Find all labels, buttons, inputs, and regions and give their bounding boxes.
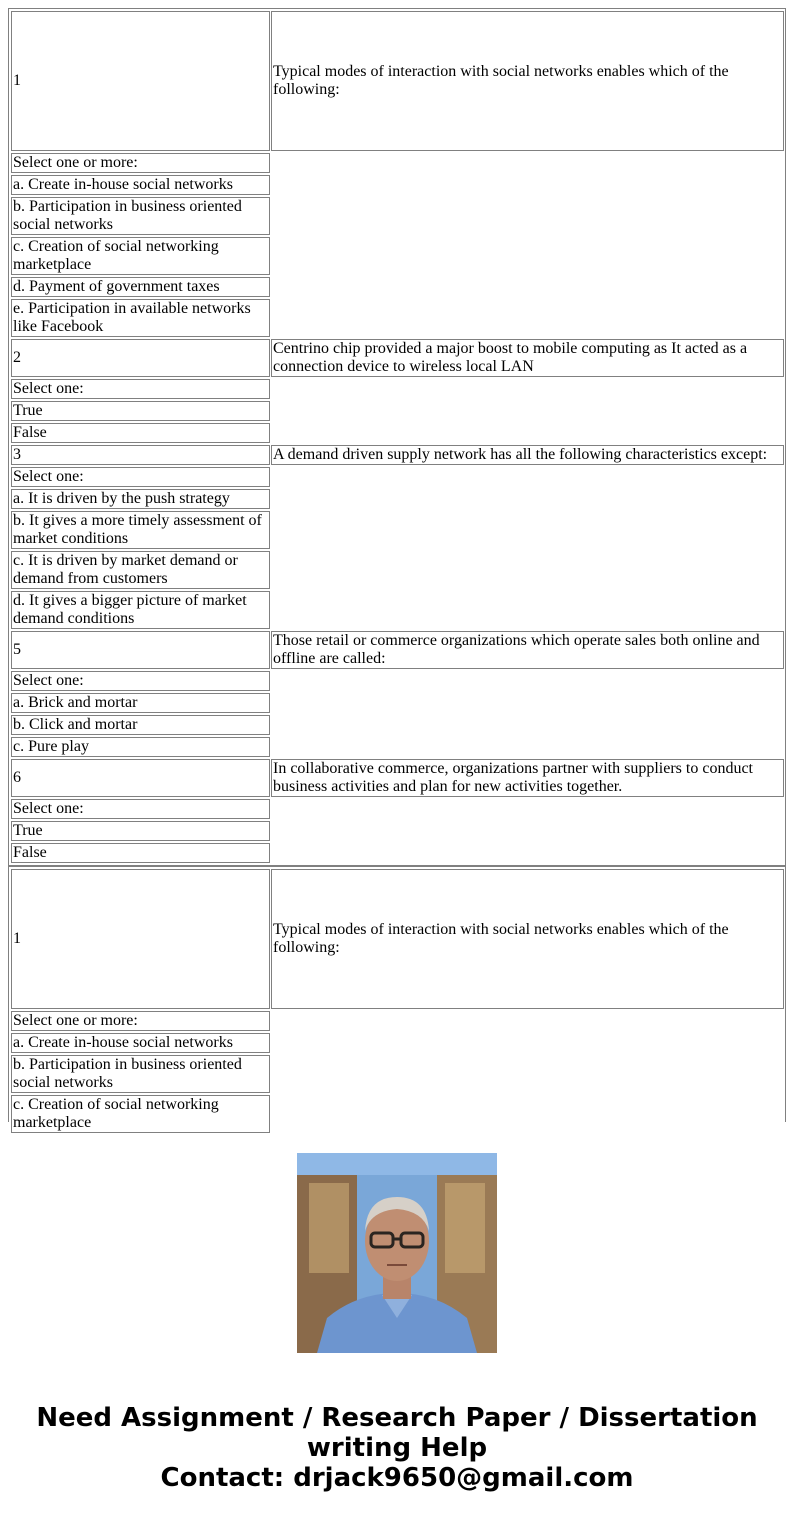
answer-option[interactable]: a. Brick and mortar [11,693,270,713]
portrait-illustration [297,1153,497,1353]
answer-option[interactable]: b. Participation in business oriented social networks [11,197,270,235]
answer-option[interactable]: c. Pure play [11,737,270,757]
question-text: Centrino chip provided a major boost to mobile computing as It acted as a connection device to wireless local LAN [271,339,784,377]
question-prompt: Select one or more: [11,1011,270,1031]
answer-option[interactable]: b. It gives a more timely assessment of market conditions [11,511,270,549]
promo-line: writing Help [306,1433,488,1463]
question-sheet-repeat [8,866,786,1131]
question-number: 6 [11,759,270,797]
promo-line: Need Assignment / Research Paper / Dissertation [36,1403,758,1433]
question-prompt: Select one or more: [11,153,270,173]
answer-option[interactable]: a. It is driven by the push strategy [11,489,270,509]
promo-contact: Contact: drjack9650@gmail.com [160,1463,634,1493]
answer-option[interactable]: d. It gives a bigger picture of market demand conditions [11,591,270,629]
question-text: Typical modes of interaction with social networks enables which of the following: [271,11,784,151]
question-text: Those retail or commerce organizations which operate sales both online and offline are called: [271,631,784,669]
answer-option[interactable]: True [11,401,270,421]
promo-banner [0,1403,794,1493]
answer-option[interactable]: d. Payment of government taxes [11,277,270,297]
answer-option[interactable]: e. Participation in available networks like Facebook [11,299,270,337]
answer-option[interactable]: b. Participation in business oriented social networks [11,1055,270,1093]
question-prompt: Select one: [11,799,270,819]
answer-option[interactable]: True [11,821,270,841]
question-number: 1 [11,869,270,1009]
profile-photo [297,1153,497,1353]
question-text: A demand driven supply network has all the following characteristics except: [271,445,784,465]
answer-option[interactable]: c. Creation of social networking marketplace [11,237,270,275]
answer-option[interactable]: a. Create in-house social networks [11,1033,270,1053]
question-number: 3 [11,445,270,465]
question-prompt: Select one: [11,467,270,487]
question-prompt: Select one: [11,671,270,691]
question-prompt: Select one: [11,379,270,399]
question-sheet [8,8,786,866]
answer-option[interactable]: c. It is driven by market demand or demand from customers [11,551,270,589]
question-number: 2 [11,339,270,377]
answer-option[interactable]: a. Create in-house social networks [11,175,270,195]
answer-option[interactable]: False [11,423,270,443]
question-number: 5 [11,631,270,669]
question-text: Typical modes of interaction with social networks enables which of the following: [271,869,784,1009]
answer-option[interactable]: b. Click and mortar [11,715,270,735]
question-text: In collaborative commerce, organizations partner with suppliers to conduct business activities and plan for new activities together. [271,759,784,797]
question-number: 1 [11,11,270,151]
answer-option[interactable]: c. Creation of social networking marketplace [11,1095,270,1133]
answer-option[interactable]: False [11,843,270,863]
